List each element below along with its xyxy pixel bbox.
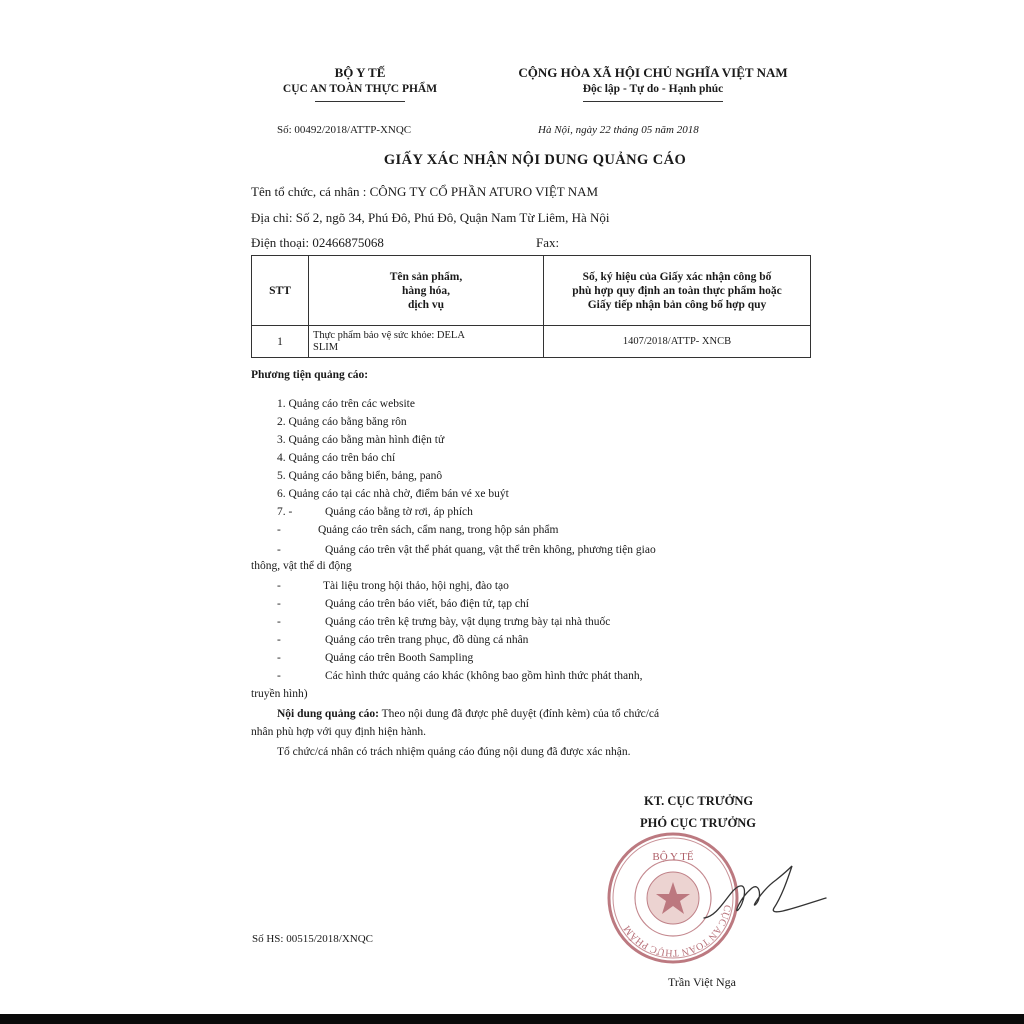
header-cert-line: phù hợp quy định an toàn thực phẩm hoặc bbox=[572, 284, 782, 297]
row-product bbox=[309, 326, 544, 358]
list-item: Quảng cáo trên vật thể phát quang, vật thể trên không, phương tiện giao bbox=[325, 544, 656, 556]
table-row bbox=[252, 326, 811, 358]
org-name: Tên tổ chức, cá nhân : CÔNG TY CỔ PHẦN ATURO VIỆT NAM bbox=[251, 184, 599, 199]
header-motto bbox=[488, 64, 818, 102]
dash-marker: - bbox=[277, 524, 281, 536]
motto: Độc lập - Tự do - Hạnh phúc bbox=[582, 83, 724, 95]
signature-subtitle: PHÓ CỤC TRƯỞNG bbox=[640, 816, 756, 830]
list-item: 2. Quảng cáo bằng băng rôn bbox=[277, 416, 407, 428]
list-item-continuation: truyền hình) bbox=[251, 688, 308, 700]
ministry-name: BỘ Y TẾ bbox=[334, 65, 386, 80]
dash-marker: - bbox=[277, 652, 281, 664]
header-agency bbox=[250, 64, 470, 102]
content-label: Nội dung quảng cáo: bbox=[277, 708, 379, 720]
file-number: Số HS: 00515/2018/XNQC bbox=[252, 933, 374, 945]
content-paragraph bbox=[277, 708, 659, 720]
dash-marker: - bbox=[277, 634, 281, 646]
header-left-rule bbox=[315, 101, 405, 102]
document-number: Số: 00492/2018/ATTP-XNQC bbox=[277, 124, 412, 136]
header-cert-line: Số, ký hiệu của Giấy xác nhận công bố bbox=[582, 270, 772, 283]
bottom-border bbox=[0, 1014, 1024, 1024]
list-item: Quảng cáo trên trang phục, đồ dùng cá nhân bbox=[325, 634, 529, 646]
org-address: Địa chỉ: Số 2, ngõ 34, Phú Đô, Phú Đô, Quận Nam Từ Liêm, Hà Nội bbox=[251, 210, 610, 225]
dash-marker: - bbox=[277, 598, 281, 610]
document-title: GIẤY XÁC NHẬN NỘI DUNG QUẢNG CÁO bbox=[383, 152, 687, 168]
content-text: Theo nội dung đã được phê duyệt (đính kèm) của tổ chức/cá bbox=[378, 708, 660, 720]
list-item-marker: 7. - bbox=[277, 506, 293, 518]
row-product-line: SLIM bbox=[313, 341, 339, 353]
product-table bbox=[251, 255, 811, 358]
place-date: Hà Nội, ngày 22 tháng 05 năm 2018 bbox=[538, 124, 699, 136]
list-item-continuation: thông, vật thể di động bbox=[251, 560, 352, 572]
handwritten-signature-icon bbox=[700, 858, 830, 938]
header-product bbox=[309, 256, 544, 326]
row-certificate: 1407/2018/ATTP- XNCB bbox=[544, 326, 811, 358]
signature-title: KT. CỤC TRƯỞNG bbox=[644, 794, 754, 808]
list-item: Tài liệu trong hội thảo, hội nghị, đào tạo bbox=[323, 580, 509, 592]
signer-name: Trần Việt Nga bbox=[668, 975, 736, 989]
header-product-line: hàng hóa, bbox=[402, 284, 450, 297]
dash-marker: - bbox=[277, 670, 281, 682]
list-item: Quảng cáo trên báo viết, báo điện tử, tạp chí bbox=[325, 598, 529, 610]
header-product-line: Tên sản phẩm, bbox=[389, 270, 463, 283]
header-certificate bbox=[544, 256, 811, 326]
content-text-continuation: nhân phù hợp với quy định hiện hành. bbox=[251, 726, 427, 738]
seal-ring-text: CỤC AN TOÀN THỰC PHẨM bbox=[621, 903, 733, 959]
responsibility-statement: Tổ chức/cá nhân có trách nhiệm quảng cáo đúng nội dung đã được xác nhận. bbox=[277, 746, 631, 758]
list-item: 4. Quảng cáo trên báo chí bbox=[277, 452, 396, 464]
list-item: Quảng cáo trên kệ trưng bày, vật dụng trưng bày tại nhà thuốc bbox=[325, 616, 611, 628]
seal-top-text: BỘ Y TẾ bbox=[652, 851, 694, 863]
list-item: 3. Quảng cáo bằng màn hình điện tử bbox=[277, 434, 445, 446]
row-product-line: Thực phẩm bảo vệ sức khỏe: DELA bbox=[313, 329, 465, 341]
row-stt: 1 bbox=[252, 326, 309, 358]
list-item: 5. Quảng cáo bằng biển, bảng, panô bbox=[277, 470, 443, 482]
media-heading: Phương tiện quảng cáo: bbox=[251, 369, 369, 381]
dash-marker: - bbox=[277, 616, 281, 628]
department-name: CỤC AN TOÀN THỰC PHẨM bbox=[282, 83, 438, 95]
country-name: CỘNG HÒA XÃ HỘI CHỦ NGHĨA VIỆT NAM bbox=[518, 65, 788, 80]
table-header-row bbox=[252, 256, 811, 326]
org-phone: Điện thoại: 02466875068 bbox=[251, 235, 384, 250]
list-item: 6. Quảng cáo tại các nhà chờ, điểm bán vé xe buýt bbox=[277, 488, 509, 500]
dash-marker: - bbox=[277, 580, 281, 592]
header-cert-line: Giấy tiếp nhận bản công bố hợp quy bbox=[587, 298, 767, 311]
list-item: Các hình thức quảng cáo khác (không bao gồm hình thức phát thanh, bbox=[325, 670, 643, 682]
header-right-rule bbox=[583, 101, 723, 102]
list-item: Quảng cáo trên sách, cẩm nang, trong hộp sản phẩm bbox=[318, 524, 559, 536]
list-item: Quảng cáo bằng tờ rơi, áp phích bbox=[325, 506, 473, 518]
list-item: Quảng cáo trên Booth Sampling bbox=[325, 652, 474, 664]
org-fax: Fax: bbox=[536, 235, 560, 250]
header-stt: STT bbox=[252, 256, 309, 326]
dash-marker: - bbox=[277, 544, 281, 556]
list-item: 1. Quảng cáo trên các website bbox=[277, 398, 415, 410]
header-product-line: dịch vụ bbox=[407, 298, 445, 311]
